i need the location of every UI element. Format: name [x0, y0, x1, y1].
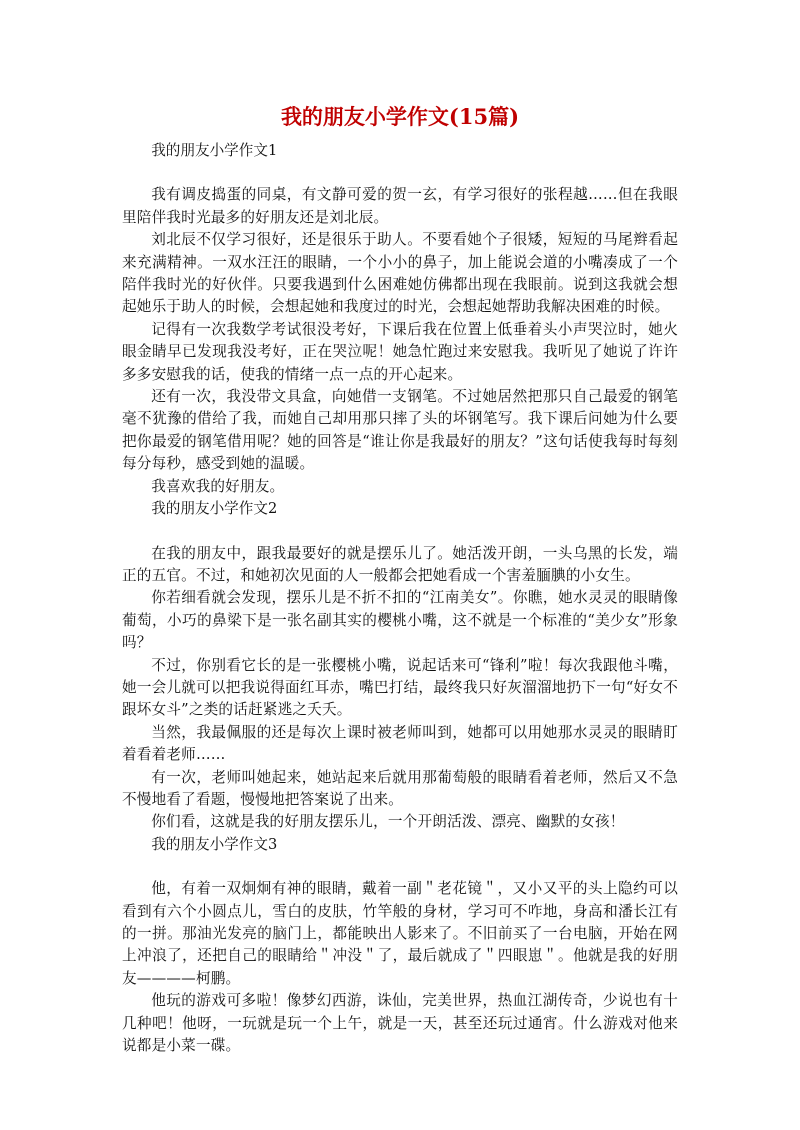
blank-line — [122, 162, 678, 184]
paragraph: 当然，我最佩服的还是每次上课时被老师叫到，她都可以用她那水灵灵的眼睛盯着看着老师…… — [122, 723, 678, 764]
document-page — [122, 100, 678, 1057]
paragraph: 刘北辰不仅学习很好，还是很乐于助人。不要看她个子很矮，短短的马尾辫看起来充满精神。一双水汪汪的眼睛，一个小小的鼻子，加上能说会道的小嘴凑成了一个陪伴我时光的好伙伴。只要我遇到什么困难她仿佛都出现在我眼前。说到这我就会想起她乐于助人的时候，会想起她和我度过的时光，会想起她帮助我解决困难的时候。 — [122, 231, 678, 316]
section-2 — [122, 498, 678, 834]
paragraph: 在我的朋友中，跟我最要好的就是摆乐儿了。她活泼开朗，一头乌黑的长发，端正的五官。不过，和她初次见面的人一般都会把她看成一个害羞腼腆的小女生。 — [122, 544, 678, 584]
blank-line — [122, 856, 678, 878]
section-1 — [122, 140, 678, 498]
section-heading: 我的朋友小学作文2 — [151, 500, 278, 518]
section-3 — [122, 834, 678, 1058]
paragraph: 记得有一次我数学考试很没考好，下课后我在位置上低垂着头小声哭泣时，她火眼金睛早已发现我没考好，正在哭泣呢！她急忙跑过来安慰我。我听见了她说了许许多多安慰我的话，使我的情绪一点一点的开心起来。 — [122, 320, 678, 383]
section-heading: 我的朋友小学作文3 — [151, 835, 278, 853]
blank-line — [122, 521, 678, 543]
paragraph: 不过，你别看它长的是一张樱桃小嘴，说起话来可“锋利”啦！每次我跟他斗嘴，她一会儿就可以把我说得面红耳赤，嘴巴打结，最终我只好灰溜溜地扔下一句“好女不跟坏女斗”之类的话赶紧逃之夭夭。 — [122, 656, 678, 719]
paragraph: 我喜欢我的好朋友。 — [151, 477, 285, 495]
document-title: 我的朋友小学作文(15篇) — [280, 104, 520, 129]
paragraph: 有一次，老师叫她起来，她站起来后就用那葡萄般的眼睛看着老师，然后又不急不慢地看了看题，慢慢地把答案说了出来。 — [122, 768, 678, 808]
paragraph: 他玩的游戏可多啦！像梦幻西游，诛仙，完美世界，热血江湖传奇，少说也有十几种吧！他呀，一玩就是玩一个上午，就是一天，甚至还玩过通宵。什么游戏对他来说都是小菜一碟。 — [122, 992, 678, 1055]
section-heading: 我的朋友小学作文1 — [151, 142, 278, 159]
paragraph: 我有调皮捣蛋的同桌，有文静可爱的贺一玄，有学习很好的张程越……但在我眼里陪伴我时光最多的好朋友还是刘北辰。 — [122, 186, 678, 226]
paragraph: 你若细看就会发现，摆乐儿是不折不扣的“江南美女”。你瞧，她水灵灵的眼睛像葡萄，小巧的鼻梁下是一张名副其实的樱桃小嘴，这不就是一个标准的“美少女”形象吗？ — [122, 589, 678, 652]
paragraph: 你们看，这就是我的好朋友摆乐儿，一个开朗活泼、漂亮、幽默的女孩！ — [151, 813, 625, 831]
paragraph: 还有一次，我没带文具盒，向她借一支钢笔。不过她居然把那只自己最爱的钢笔毫不犹豫的借给了我，而她自己却用那只摔了头的坏钢笔写。我下课后问她为什么要把你最爱的钢笔借用呢？她的回答是“谁让你是我最好的朋友？”这句话使我每时每刻每分每秒，感受到她的温暖。 — [122, 388, 678, 473]
paragraph: 他，有着一双炯炯有神的眼睛，戴着一副＂老花镜＂，又小又平的头上隐约可以看到有六个小圆点儿，雪白的皮肤，竹竿般的身材，学习可不咋地，身高和潘长江有的一拼。那油光发亮的脑门上，都能映出人影来了。不旧前买了一台电脑，开始在网上冲浪了，还把自己的眼睛给＂冲没＂了，最后就成了＂四眼崽＂。他就是我的好朋友————柯鹏。 — [122, 880, 678, 987]
